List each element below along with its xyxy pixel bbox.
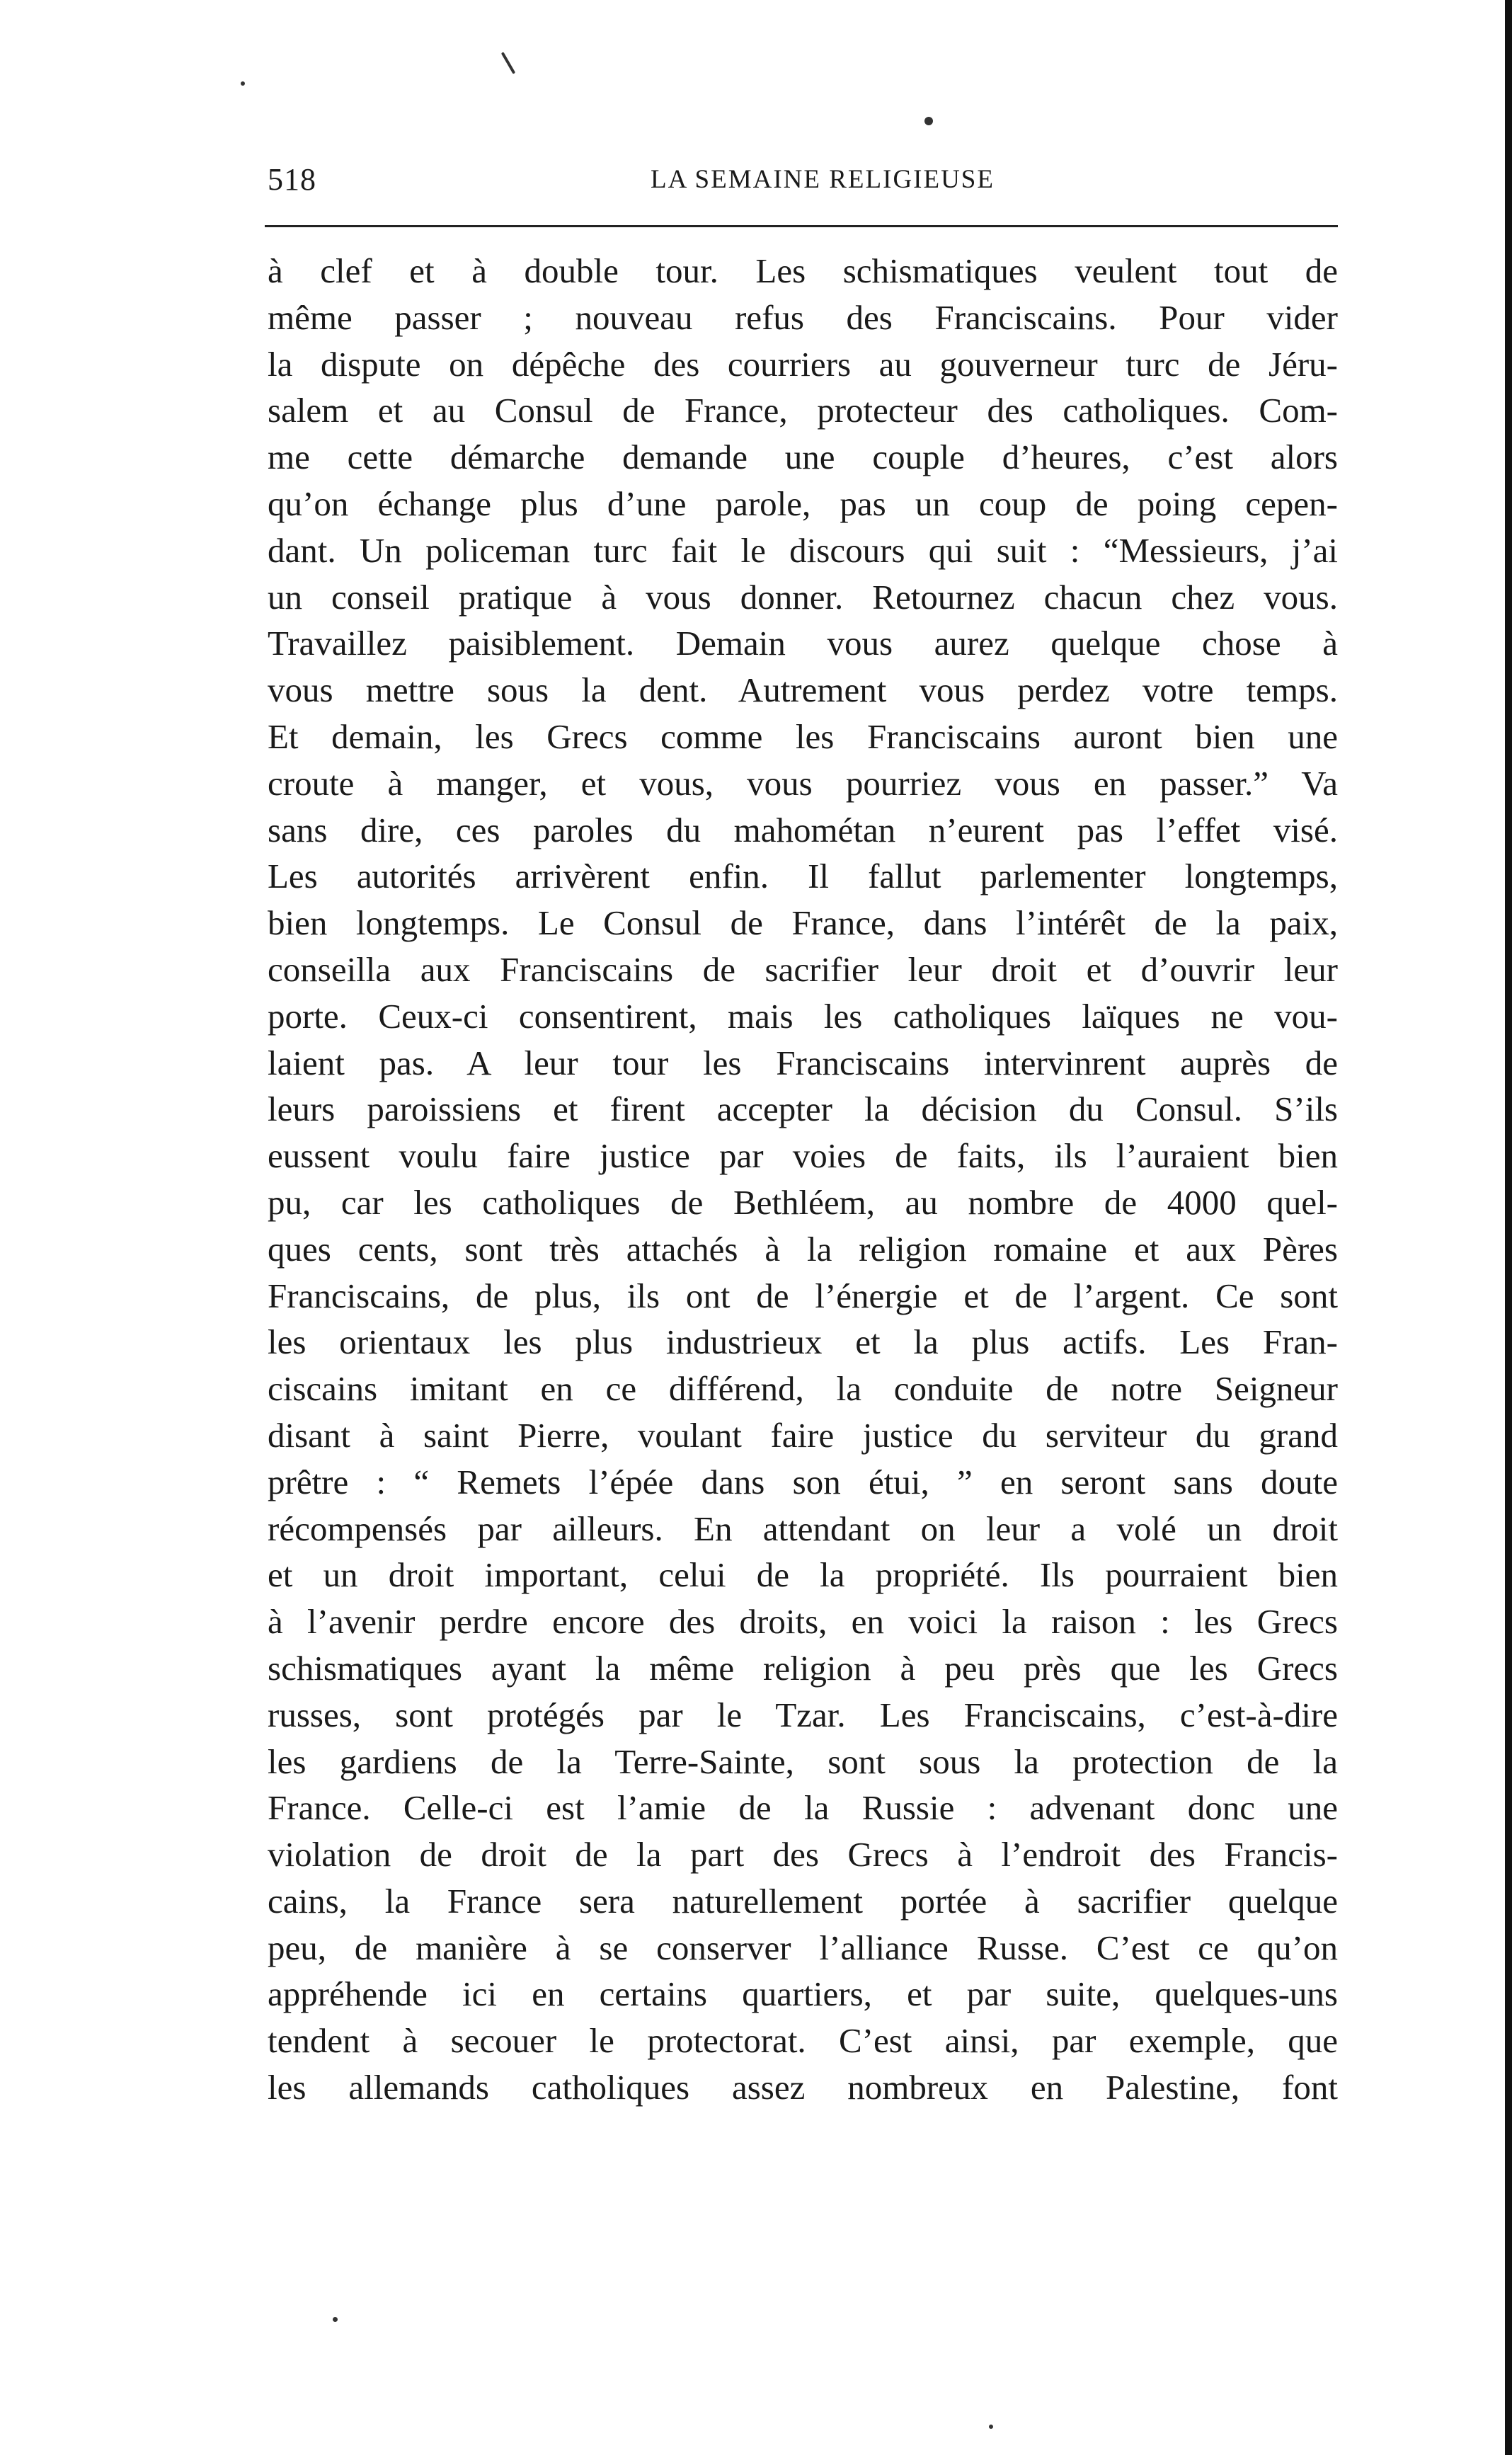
text-line: tendent à secouer le protectorat. C’est ainsi, par exemple, que [268, 2021, 1338, 2061]
text-line: les gardiens de la Terre-Sainte, sont sous la protection de la [268, 1741, 1338, 1781]
ink-speck [333, 2317, 338, 2322]
text-line: ciscains imitant en ce différend, la conduite de notre Seigneur [268, 1369, 1338, 1409]
text-line: récompensés par ailleurs. En attendant on leur a volé un droit [268, 1509, 1338, 1548]
running-head: LA SEMAINE RELIGIEUSE [651, 165, 995, 194]
text-line: sans dire, ces paroles du mahométan n’eurent pas l’effet visé. [268, 810, 1338, 849]
text-line: cains, la France sera naturellement portée à sacrifier quelque [268, 1881, 1338, 1921]
ink-speck [924, 117, 933, 125]
text-line: eussent voulu faire justice par voies de faits, ils l’auraient bien [268, 1136, 1338, 1176]
page-number: 518 [268, 162, 316, 197]
text-line: les orientaux les plus industrieux et la plus actifs. Les Fran- [268, 1322, 1338, 1362]
scan-edge [1505, 0, 1512, 2455]
ink-speck [241, 81, 245, 86]
text-line: la dispute on dépêche des courriers au gouverneur turc de Jéru- [268, 344, 1338, 384]
text-line: à clef et à double tour. Les schismatiques veulent tout de [268, 251, 1338, 290]
text-line: Travaillez paisiblement. Demain vous aurez quelque chose à [268, 624, 1338, 663]
text-line: croute à manger, et vous, vous pourriez vous en passer.” Va [268, 763, 1338, 803]
header-rule [265, 225, 1338, 227]
text-line: vous mettre sous la dent. Autrement vous perdez votre temps. [268, 670, 1338, 710]
text-line: un conseil pratique à vous donner. Retournez chacun chez vous. [268, 577, 1338, 617]
text-line: France. Celle-ci est l’amie de la Russie : advenant donc une [268, 1788, 1338, 1828]
text-line: Et demain, les Grecs comme les Franciscains auront bien une [268, 716, 1338, 756]
ink-speck [501, 52, 515, 74]
text-line: conseilla aux Franciscains de sacrifier leur droit et d’ouvrir leur [268, 949, 1338, 989]
page-header [265, 157, 1338, 200]
text-line: leurs paroissiens et firent accepter la décision du Consul. S’ils [268, 1089, 1338, 1129]
text-line: et un droit important, celui de la propriété. Ils pourraient bien [268, 1555, 1338, 1595]
text-line: schismatiques ayant la même religion à peu près que les Grecs [268, 1648, 1338, 1688]
text-line: Franciscains, de plus, ils ont de l’énergie et de l’argent. Ce sont [268, 1276, 1338, 1315]
text-line: pu, car les catholiques de Bethléem, au nombre de 4000 quel- [268, 1182, 1338, 1222]
text-line: les allemands catholiques assez nombreux en Palestine, font [268, 2068, 1338, 2107]
ink-speck [989, 2425, 993, 2429]
text-line: ques cents, sont très attachés à la religion romaine et aux Pères [268, 1229, 1338, 1269]
text-line: Les autorités arrivèrent enfin. Il fallut parlementer longtemps, [268, 857, 1338, 896]
text-line: salem et au Consul de France, protecteur des catholiques. Com- [268, 391, 1338, 430]
text-line: porte. Ceux-ci consentirent, mais les catholiques laïques ne vou- [268, 996, 1338, 1036]
text-line: disant à saint Pierre, voulant faire justice du serviteur du grand [268, 1415, 1338, 1455]
text-line: dant. Un policeman turc fait le discours qui suit : “Messieurs, j’ai [268, 530, 1338, 570]
text-line: laient pas. A leur tour les Franciscains intervinrent auprès de [268, 1043, 1338, 1082]
text-line: me cette démarche demande une couple d’heures, c’est alors [268, 437, 1338, 477]
text-line: violation de droit de la part des Grecs à l’endroit des Francis- [268, 1835, 1338, 1875]
text-line: peu, de manière à se conserver l’alliance Russe. C’est ce qu’on [268, 1928, 1338, 1967]
text-line: appréhende ici en certains quartiers, et par suite, quelques-uns [268, 1974, 1338, 2014]
text-line: russes, sont protégés par le Tzar. Les Franciscains, c’est-à-dire [268, 1695, 1338, 1734]
text-line: prêtre : “ Remets l’épée dans son étui, ” en seront sans doute [268, 1462, 1338, 1501]
text-line: à l’avenir perdre encore des droits, en voici la raison : les Grecs [268, 1602, 1338, 1642]
text-line: bien longtemps. Le Consul de France, dans l’intérêt de la paix, [268, 903, 1338, 943]
text-line: même passer ; nouveau refus des Franciscains. Pour vider [268, 297, 1338, 337]
body-text [268, 248, 1338, 2111]
text-line: qu’on échange plus d’une parole, pas un coup de poing cepen- [268, 483, 1338, 523]
